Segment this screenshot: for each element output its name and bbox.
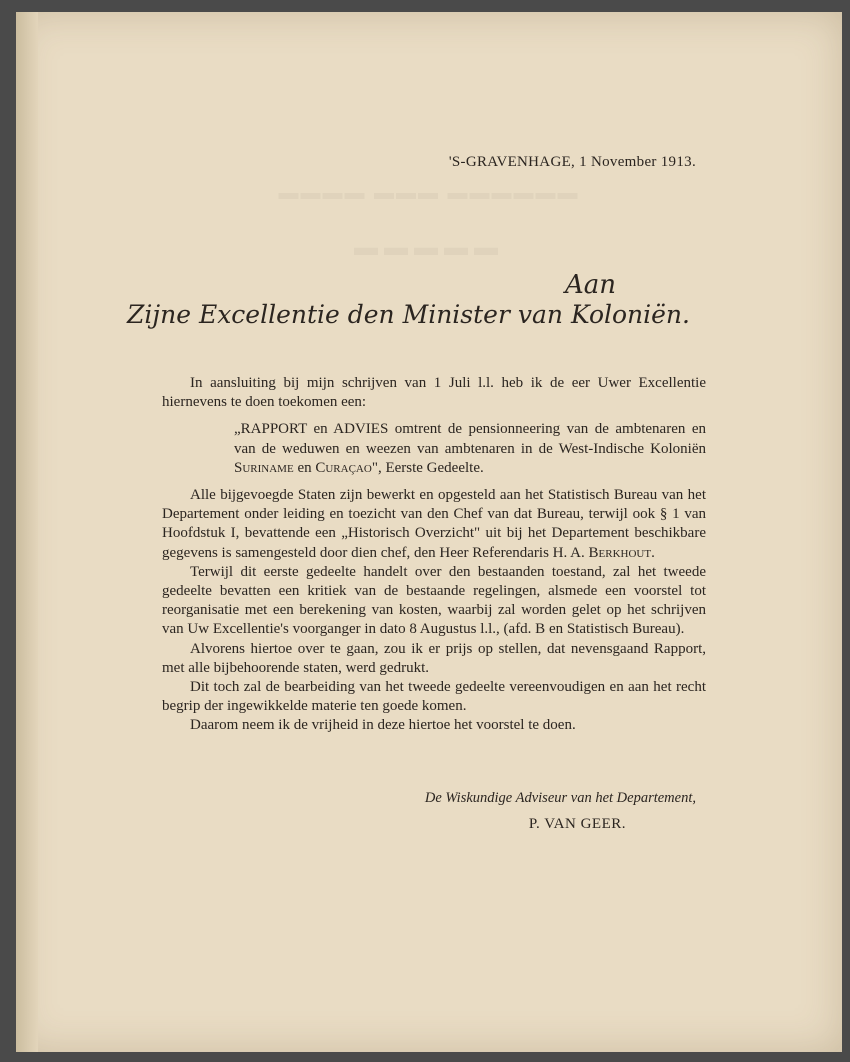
- para2-end: .: [651, 544, 655, 561]
- bleed-through-decoration: ▬▬▬▬ ▬▬▬ ▬▬▬▬▬▬: [278, 182, 580, 204]
- paragraph-statistics: [162, 486, 706, 563]
- paragraph-proposal: Daarom neem ik de vrijheid in deze hiertoe het voorstel te doen.: [190, 717, 576, 734]
- quote-curacao: Curaçao: [315, 459, 372, 476]
- page-binding-edge: [16, 12, 38, 1052]
- quote-en: en: [293, 459, 316, 476]
- addressee-line: Zijne Excellentie den Minister van Koloniën.: [126, 300, 690, 329]
- paragraph-intro: In aansluiting bij mijn schrijven van 1 Juli l.l. heb ik de eer Uwer Excellentie hiernevens te doen toekomen een:: [162, 375, 706, 411]
- paragraph-second-part: Terwijl dit eerste gedeelte handelt over den bestaanden toestand, zal het tweede gedeelte bevatten een kritiek van de bestaande regelingen, alsmede een voorstel tot reorganisatie met een berekening van kosten, waarbij zal worden gelet op het schrijven van Uw Excellentie's voorganger in dato 8 Augustus l.l., (afd. B en Statistisch Bureau).: [162, 563, 706, 638]
- document-page: [16, 12, 842, 1052]
- quote-end: ", Eerste Gedeelte.: [371, 459, 484, 476]
- para2-name: Berkhout: [588, 544, 652, 561]
- letter-body: [162, 374, 706, 736]
- salutation-aan: Aan: [564, 270, 616, 300]
- paragraph-print-request: Alvorens hiertoe over te gaan, zou ik er prijs op stellen, dat nevensgaand Rapport, met alle bijbehoorende staten, werd gedrukt.: [162, 640, 706, 676]
- report-title-quote: [234, 420, 706, 478]
- dateline: 'S-GRAVENHAGE, 1 November 1913.: [448, 154, 696, 170]
- signature-title: De Wiskundige Adviseur van het Departement,: [424, 790, 696, 806]
- quote-text: „RAPPORT en ADVIES omtrent de pensionneering van de ambtenaren en van de weduwen en weezen van ambtenaren in de West-Indische Koloniën: [234, 421, 706, 457]
- quote-suriname: Suriname: [234, 459, 294, 476]
- para2-text: Alle bijgevoegde Staten zijn bewerkt en opgesteld aan het Statistisch Bureau van het Departement onder leiding en toezicht van den Chef van dat Bureau, terwijl ook § 1 van Hoofdstuk I, bevattende een „Historisch Overzicht" uit bij het Departement beschikbare gegevens is samengesteld door dien chef, den Heer Referendaris H. A.: [162, 487, 706, 561]
- signature-name: P. VAN GEER.: [528, 816, 626, 832]
- paragraph-simplify: Dit toch zal de bearbeiding van het tweede gedeelte vereenvoudigen en aan het recht begrip der ingewikkelde materie ten goede komen.: [162, 679, 706, 715]
- bleed-through-decoration: ▬▬▬▬▬: [354, 234, 504, 261]
